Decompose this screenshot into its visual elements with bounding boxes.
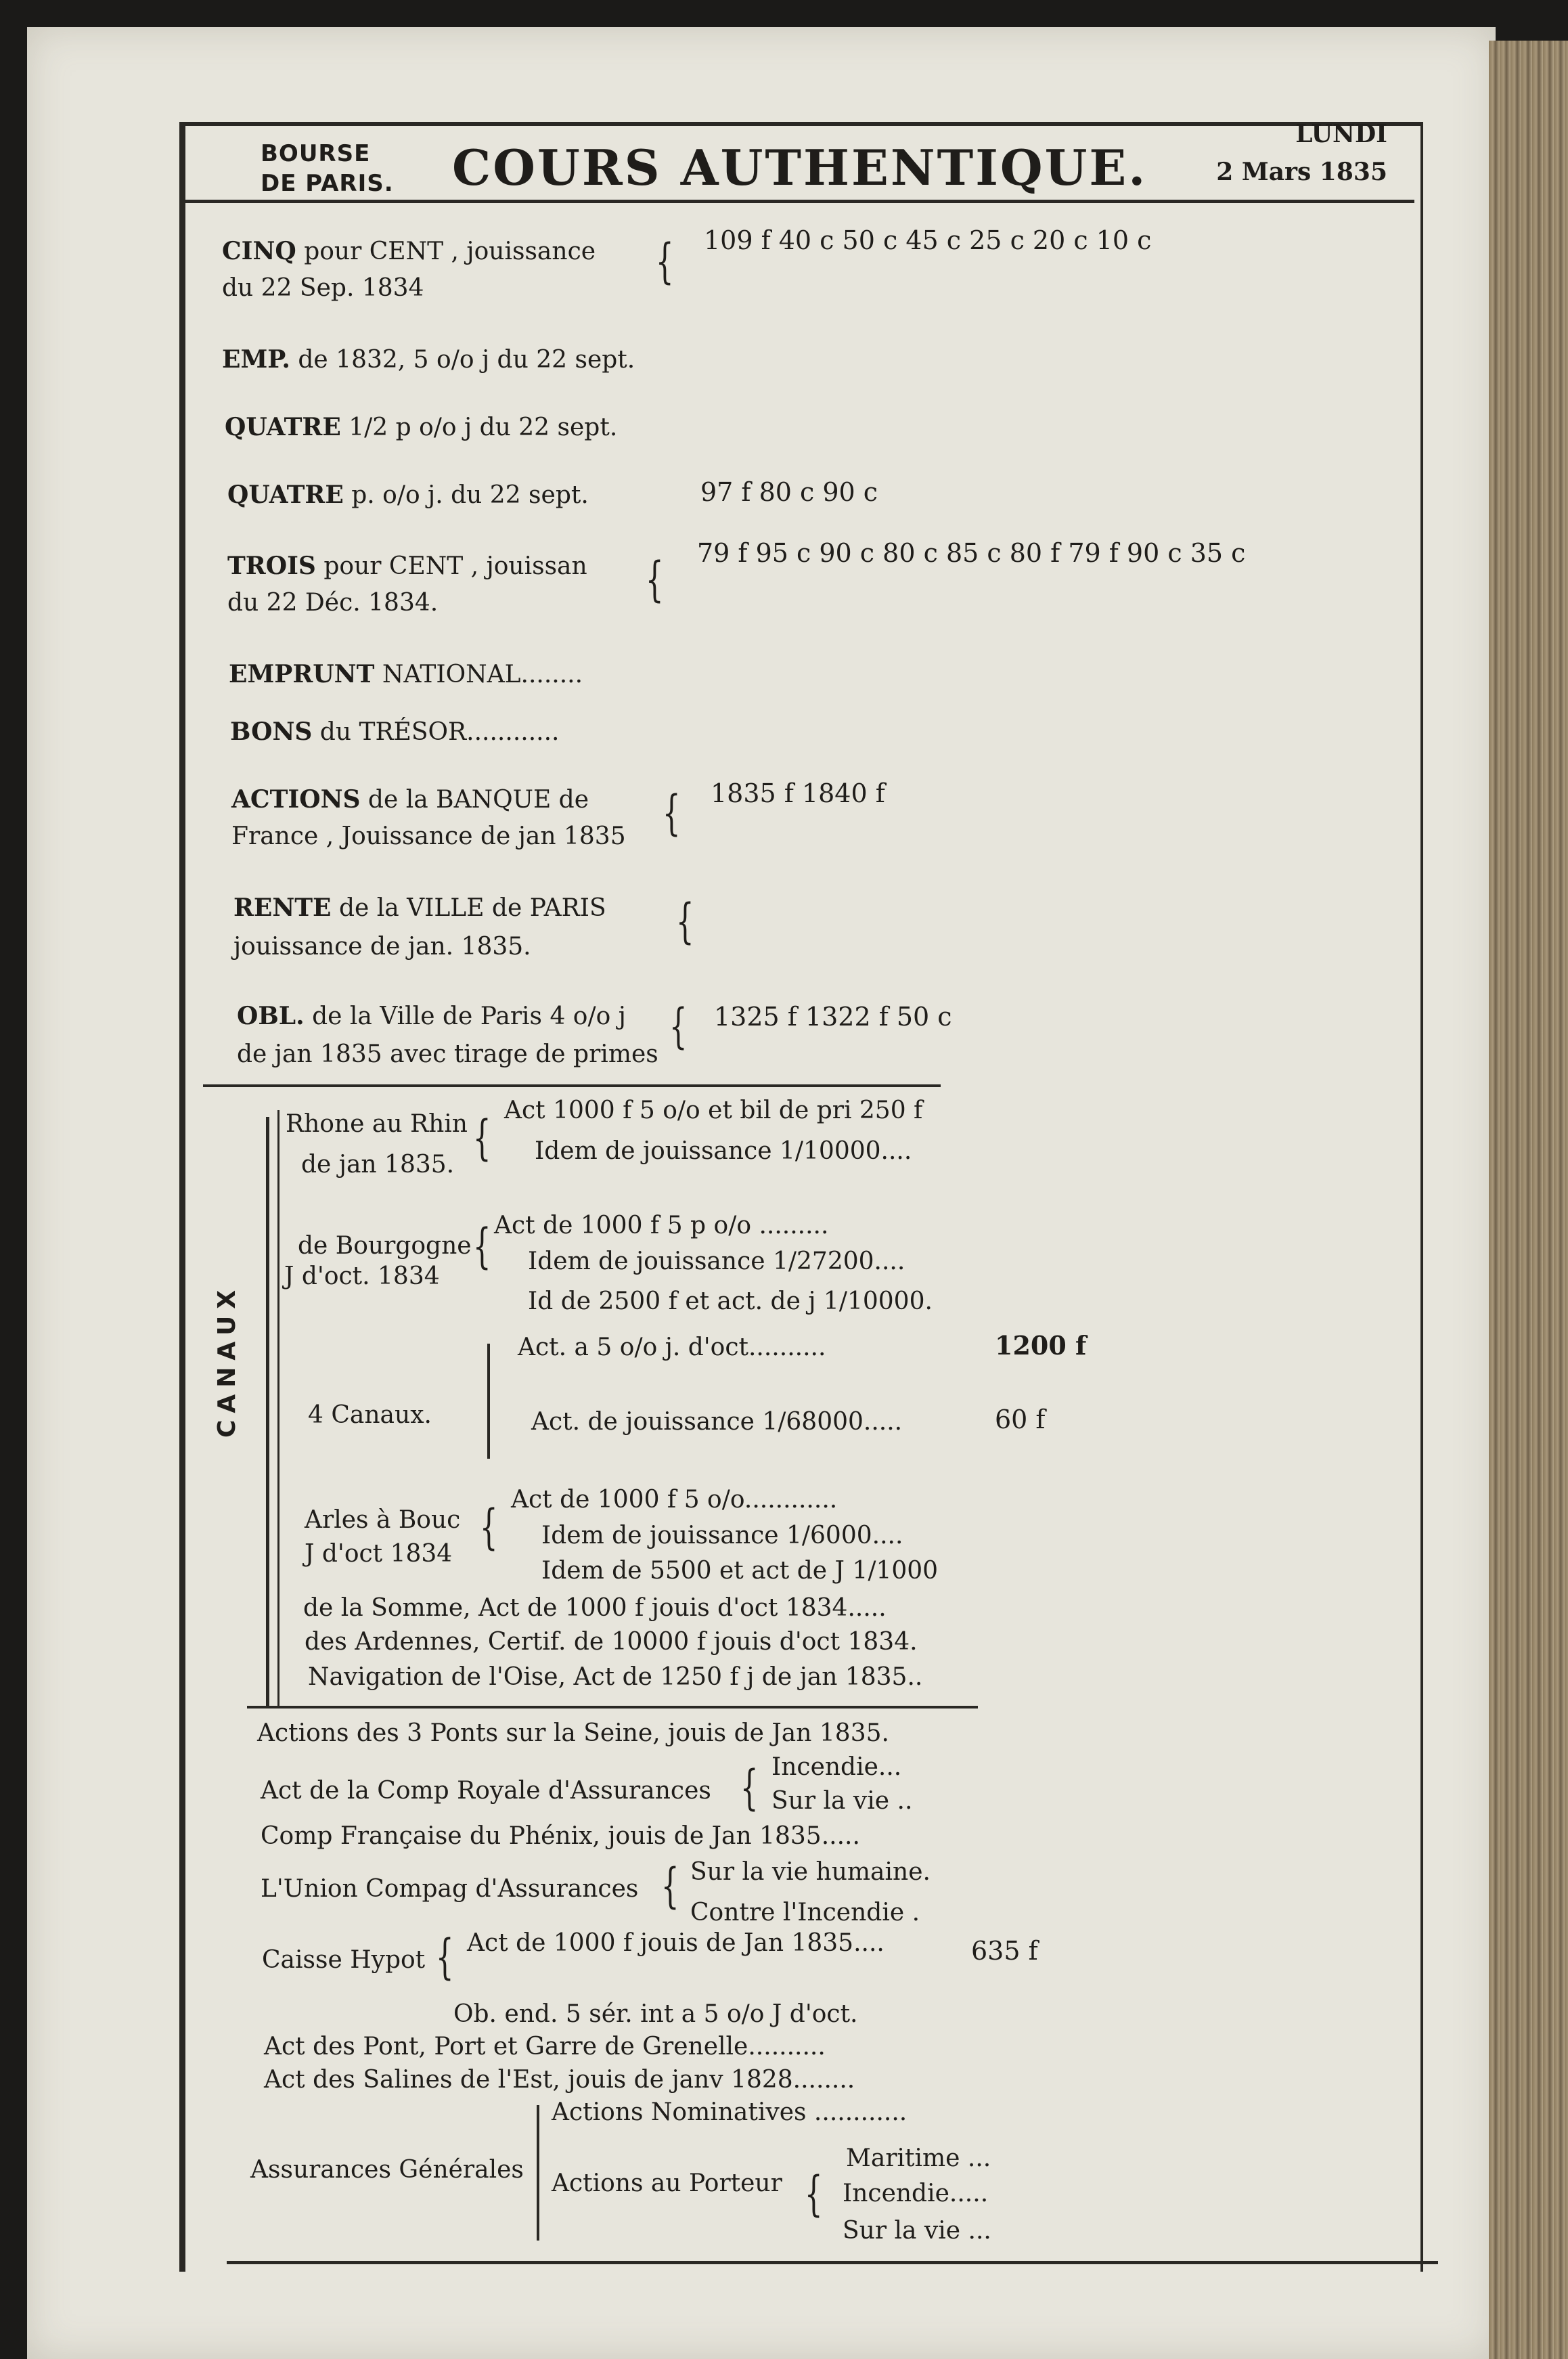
canal-item: Act 1000 f 5 o/o et bil de pri 250 f — [504, 1097, 923, 1124]
rente-row: EMPRUNT NATIONAL........ — [229, 660, 583, 688]
ponts-row: Actions des 3 Ponts sur la Seine, jouis de Jan 1835. — [257, 1719, 889, 1747]
header-day: LUNDI — [1295, 120, 1387, 148]
generales-option: Sur la vie ... — [843, 2217, 991, 2245]
rente-row: ACTIONS de la BANQUE de — [231, 785, 589, 814]
rente-value: 109 f 40 c 50 c 45 c 25 c 20 c 10 c — [704, 225, 1152, 255]
rente-row: CINQ pour CENT , jouissance — [222, 237, 596, 265]
rente-row: QUATRE p. o/o j. du 22 sept. — [227, 481, 589, 509]
canal-single: des Ardennes, Certif. de 10000 f jouis d'oct 1834. — [305, 1628, 918, 1656]
rente-value: 97 f 80 c 90 c — [700, 477, 878, 507]
canal-item: Idem de 5500 et act de J 1/1000 — [541, 1557, 939, 1585]
obligations-row: Ob. end. 5 sér. int a 5 o/o J d'oct. — [453, 2000, 858, 2028]
caisse-label: Caisse Hypot — [262, 1946, 426, 1974]
phenix-row: Comp Française du Phénix, jouis de Jan 1835..... — [261, 1822, 860, 1850]
canal-name: Arles à Bouc — [305, 1506, 461, 1534]
canaux-label: CANAUX — [213, 1283, 241, 1438]
comp-royale-label: Act de la Comp Royale d'Assurances — [261, 1777, 711, 1805]
rente-row-line2: France , Jouissance de jan 1835 — [231, 822, 626, 850]
page-title: COURS AUTHENTIQUE. — [452, 139, 1148, 196]
canal-single: de la Somme, Act de 1000 f jouis d'oct 1834..... — [303, 1594, 887, 1622]
header-date — [1211, 115, 1387, 191]
canal-name: 4 Canaux. — [308, 1401, 432, 1429]
generales-nominatives: Actions Nominatives ............ — [552, 2098, 908, 2126]
canal-name-line2: J d'oct 1834 — [305, 1540, 453, 1568]
canal-name-line2: J d'oct. 1834 — [284, 1262, 440, 1290]
brace-bar — [537, 2105, 539, 2241]
caisse-value: 635 f — [971, 1936, 1038, 1966]
canal-name: de Bourgogne — [298, 1232, 472, 1260]
canaux-rule-inner — [277, 1110, 279, 1706]
canal-item: Idem de jouissance 1/6000.... — [541, 1522, 903, 1549]
rente-value: 1325 f 1322 f 50 c — [714, 1002, 952, 1032]
union-label: L'Union Compag d'Assurances — [261, 1875, 639, 1903]
brace: { — [479, 1499, 498, 1555]
caisse-item: Act de 1000 f jouis de Jan 1835.... — [467, 1929, 884, 1957]
rente-row: OBL. de la Ville de Paris 4 o/o j — [237, 1002, 626, 1030]
rente-row-line2: de jan 1835 avec tirage de primes — [237, 1040, 658, 1068]
rente-row: QUATRE 1/2 p o/o j du 22 sept. — [225, 413, 618, 441]
comp-royale-option: Incendie... — [771, 1753, 902, 1781]
rente-row: RENTE de la VILLE de PARIS — [233, 894, 606, 922]
canal-item: Act de 1000 f 5 o/o............ — [511, 1486, 838, 1514]
section-rule — [203, 1084, 941, 1087]
canal-name: Rhone au Rhin — [286, 1110, 468, 1138]
brace: { — [675, 894, 694, 949]
canal-item: Idem de jouissance 1/10000.... — [535, 1137, 912, 1165]
canal-item: Act. de jouissance 1/68000..... — [531, 1408, 903, 1436]
brace: { — [660, 1858, 679, 1914]
brace: { — [669, 998, 688, 1054]
canal-value: 1200 f — [995, 1330, 1087, 1361]
brace: { — [662, 785, 681, 841]
grenelle-row: Act des Pont, Port et Garre de Grenelle.......... — [264, 2033, 826, 2060]
brace: { — [435, 1929, 454, 1985]
bourse-line2: DE PARIS. — [261, 170, 394, 197]
bourse-label — [261, 139, 394, 198]
rente-row-line2: jouissance de jan. 1835. — [233, 933, 531, 961]
salines-row: Act des Salines de l'Est, jouis de janv 1828........ — [264, 2066, 855, 2094]
canal-item: Idem de jouissance 1/27200.... — [528, 1248, 905, 1275]
rente-row-line2: du 22 Déc. 1834. — [227, 589, 439, 617]
canal-value: 60 f — [995, 1405, 1046, 1434]
bourse-line1: BOURSE — [261, 140, 371, 167]
generales-porteur: Actions au Porteur — [552, 2169, 782, 2197]
canal-name-line2: de jan 1835. — [301, 1151, 455, 1178]
brace: { — [804, 2166, 823, 2222]
generales-option: Incendie..... — [843, 2180, 989, 2207]
bottom-rule — [227, 2261, 1438, 2264]
canal-item: Id de 2500 f et act. de j 1/10000. — [528, 1287, 933, 1315]
section-rule — [247, 1706, 978, 1708]
union-option: Contre l'Incendie . — [690, 1899, 920, 1926]
generales-label: Assurances Générales — [250, 2156, 524, 2184]
brace-bar — [487, 1344, 490, 1459]
brace: { — [740, 1760, 759, 1815]
rente-value: 79 f 95 c 90 c 80 c 85 c 80 f 79 f 90 c 35 c — [697, 538, 1246, 568]
canaux-rule — [266, 1117, 269, 1706]
rente-row: BONS du TRÉSOR............ — [230, 718, 560, 746]
canal-single: Navigation de l'Oise, Act de 1250 f j de jan 1835.. — [308, 1663, 923, 1691]
brace: { — [645, 552, 664, 607]
rente-value: 1835 f 1840 f — [711, 778, 885, 808]
rente-row-line2: du 22 Sep. 1834 — [222, 274, 424, 302]
header-date-text: 2 Mars 1835 — [1216, 158, 1387, 186]
brace: { — [472, 1218, 491, 1274]
canal-item: Act de 1000 f 5 p o/o ......... — [494, 1212, 829, 1239]
generales-option: Maritime ... — [846, 2144, 991, 2172]
brace: { — [655, 234, 674, 289]
rente-row: EMP. de 1832, 5 o/o j du 22 sept. — [222, 345, 635, 374]
rente-row: TROIS pour CENT , jouissan — [227, 552, 587, 580]
canal-item: Act. a 5 o/o j. d'oct.......... — [518, 1333, 826, 1361]
header-rule — [179, 200, 1414, 203]
book-spine — [1489, 41, 1568, 2359]
brace: { — [472, 1110, 491, 1166]
union-option: Sur la vie humaine. — [690, 1858, 931, 1886]
comp-royale-option: Sur la vie .. — [771, 1787, 913, 1815]
